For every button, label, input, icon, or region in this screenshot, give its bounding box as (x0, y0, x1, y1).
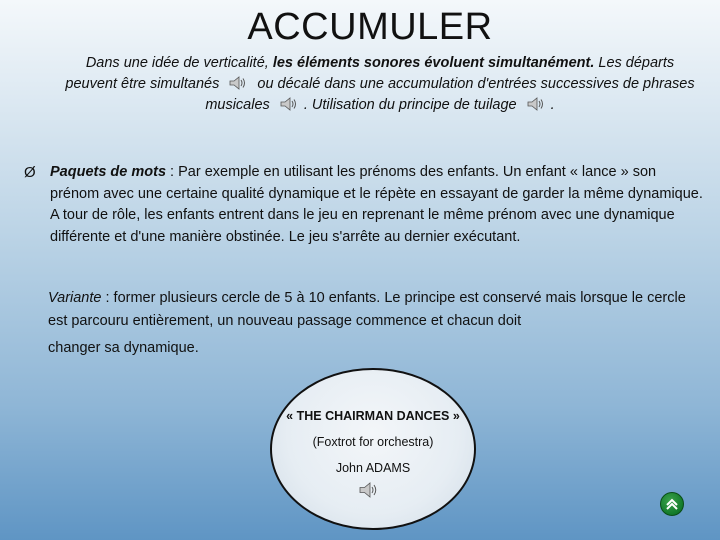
bullet-body: : Par exemple en utilisant les prénoms des enfants. Un enfant « lance » son prénom avec une certaine qualité dynamique et le répète en essayant de garder la même dynamique. A tour de rôle, les enfants entrent dans le jeu en reprenant le même prénom avec une dynamique différente et d'une manière obstinée. Le jeu s'arrête au dernier exécutant. (50, 164, 703, 245)
bullet-text (50, 162, 704, 248)
home-up-button[interactable] (660, 492, 684, 516)
music-oval (270, 368, 476, 530)
intro-text-5: . (550, 97, 555, 113)
intro-text-1: Dans une idée de verticalité, (85, 55, 273, 71)
intro-bold-text: les éléments sonores évoluent simultanément. (272, 55, 595, 71)
bullet-item (24, 162, 704, 248)
bullet-lead: Paquets de mots (50, 164, 167, 180)
slide-title: ACCUMULER (247, 6, 493, 48)
variante-last-line: changer sa dynamique. (48, 340, 199, 356)
music-subtitle: (Foxtrot for orchestra) (312, 435, 434, 449)
home-up-icon (664, 496, 680, 512)
speaker-icon[interactable] (229, 76, 247, 90)
intro-paragraph (60, 53, 700, 116)
speaker-icon[interactable] (359, 482, 379, 498)
music-title: « THE CHAIRMAN DANCES » (286, 409, 460, 423)
variante-text: : former plusieurs cercle de 5 à 10 enfants. Le principe est conservé mais lorsque le cercle est parcouru entièrement, un nouveau passage commence et chacun doit (48, 290, 686, 329)
bullet-arrow-icon: Ø (24, 164, 36, 181)
intro-text-4: . Utilisation du principe de tuilage (303, 97, 521, 113)
speaker-icon[interactable] (527, 97, 545, 111)
speaker-icon[interactable] (280, 97, 298, 111)
intro-text-2: Les départs peuvent être simultanés (65, 55, 675, 92)
music-author: John ADAMS (335, 461, 411, 475)
variante-label: Variante (48, 290, 102, 306)
variante-paragraph (48, 287, 698, 360)
intro-text-3: ou décalé dans une accumulation d'entrées successives de phrases musicales (205, 76, 695, 113)
